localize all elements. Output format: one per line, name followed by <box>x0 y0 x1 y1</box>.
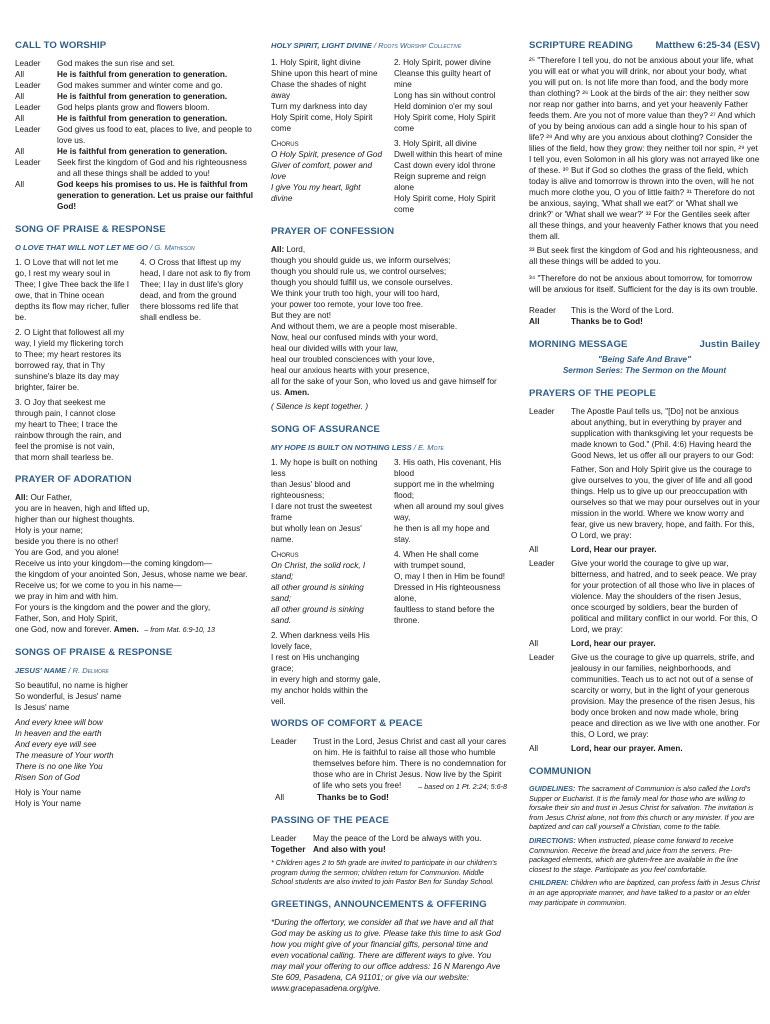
speaker-label: All <box>529 317 540 326</box>
prayer-line: We think your truth too high, your will too hard, <box>271 289 440 298</box>
response-line <box>529 316 760 327</box>
message-heading: MORNING MESSAGE <box>529 339 628 350</box>
silence-note: ( Silence is kept together. ) <box>271 402 369 411</box>
sermon-title: "Being Safe And Brave" <box>598 355 691 364</box>
lyric-line: In heaven and the earth <box>15 729 102 738</box>
speaker-label: Leader <box>15 103 41 112</box>
prayer-line: the kingdom of your anointed Son, Jesus, whose name we bear. <box>15 570 248 579</box>
prayer-intro: Our Father, <box>28 493 72 502</box>
song-attribution: / E. Mote <box>411 443 444 452</box>
lyric-line: Holy Spirit come, Holy Spirit come <box>394 194 496 214</box>
comfort-text: Trust in the Lord, Jesus Christ and cast all your cares on him. He is faithful to raise all those who humble themselves before him. There is no condemnation for those who are in Christ Jesus. Now live by the Spirit of life who sets you free! <box>313 737 507 790</box>
lyric-line: Cleanse this guilty heart of mine <box>394 69 491 89</box>
litany-line <box>15 157 255 179</box>
speaker-label: All: <box>271 245 285 254</box>
scripture-heading: SCRIPTURE READING <box>529 40 634 51</box>
peace-together-line <box>271 844 507 855</box>
amen: Amen. <box>113 625 139 634</box>
verse-3: 3. O Joy that seekest me through pain, I cannot close my heart to Thee; I trace the rainbow through the rain, and feel the promise is not vain, that morn shall tearless be. <box>15 398 122 462</box>
lyric-line: I dare not trust the sweetest frame <box>271 502 373 522</box>
prayer-line: you are in heaven, high and lifted up, <box>15 504 150 513</box>
lyric-line: Is Jesus' name <box>15 703 70 712</box>
lyric-line: 1. Holy Spirit, light divine <box>271 58 361 67</box>
verse-3 <box>394 138 507 215</box>
lyric-line: Dwell within this heart of mine <box>394 150 503 159</box>
lyric-line: The measure of Your worth <box>15 751 114 760</box>
speaker-label: Leader <box>15 125 41 134</box>
litany-text: Lord, Hear our prayer. <box>571 545 657 554</box>
litany-line <box>15 124 255 146</box>
adoration-prayer <box>15 492 255 635</box>
song-attribution: / R. Delmore <box>66 666 109 675</box>
lyric-line: Chase the shades of night away <box>271 80 367 100</box>
song-stanza-1 <box>15 680 255 713</box>
prayer-line: Father, Son, and Holy Spirit, <box>15 614 118 623</box>
song-name: JESUS' NAME <box>15 666 67 675</box>
litany-text: God makes the sun rise and set. <box>57 59 175 68</box>
confession-prayer <box>271 244 507 412</box>
litany-line <box>529 743 760 754</box>
lyric-line: when all around my soul gives way, <box>394 502 504 522</box>
chorus-label: Chorus <box>271 550 299 559</box>
call-to-worship-litany <box>15 58 255 212</box>
chorus <box>271 560 384 626</box>
speaker-label: Leader <box>15 158 41 167</box>
scripture-passage-3: ³⁴ "Therefore do not be anxious about tomorrow, for tomorrow will be anxious for itself. Sufficient for the day is its own trouble. <box>529 274 758 294</box>
speaker-label: All <box>529 545 539 554</box>
lyric-line: 3. His oath, His covenant, His blood <box>394 458 502 478</box>
lyric-line: all other ground is sinking sand. <box>271 605 364 625</box>
litany-line <box>529 638 760 649</box>
litany-text: Give your world the courage to give up war, bitterness, and hatred, and to seek peace. We pray for your protection of all those who live in places of violence. May the shoulders of the risen Jesus, once scourged by soldiers, bear the burden of political and military conflict in our world. For this, O Lord, we pray: <box>571 559 758 634</box>
verse-4 <box>394 549 507 626</box>
litany-text: He is faithful from generation to generation. <box>57 114 228 123</box>
speaker-label: All: <box>15 493 29 502</box>
scripture-source: – from Mat. 6:9-10, 13 <box>144 625 215 634</box>
lyric-line: faultless to stand before the throne. <box>394 605 495 625</box>
lyric-line: And every knee will bow <box>15 718 103 727</box>
song-stanza-3 <box>15 787 255 809</box>
lyric-line: Dressed in His righteousness alone, <box>394 583 501 603</box>
speaker-label: All <box>15 92 25 101</box>
column-middle <box>271 40 507 994</box>
song-name: O LOVE THAT WILL NOT LET ME GO <box>15 243 149 252</box>
prayer-line: though you should fulfill us, we console ourselves. <box>271 278 453 287</box>
speaker-label: All <box>15 70 25 79</box>
comfort-response <box>271 792 507 803</box>
speaker-label: Reader <box>529 306 556 315</box>
verse-3 <box>394 457 507 545</box>
song-title <box>271 40 507 51</box>
response-text: Thanks be to God! <box>317 793 389 802</box>
speaker-label: Leader <box>529 407 555 416</box>
prayer-intro: Lord, <box>284 245 306 254</box>
litany-line <box>529 652 760 740</box>
lyric-line: Holy Spirit come, Holy Spirit come <box>394 113 496 133</box>
prayer-line: heal our anxious hearts with your presence, <box>271 366 430 375</box>
reader-text: This is the Word of the Lord. <box>571 306 674 315</box>
lyric-line: I rest on His unchanging grace; <box>271 653 360 673</box>
peace-leader-line <box>271 833 507 844</box>
lyric-line: O, may I then in Him be found! <box>394 572 506 581</box>
chorus <box>271 149 384 204</box>
lyric-line: with trumpet sound, <box>394 561 466 570</box>
prayer-line: though you should guide us, we inform ourselves; <box>271 256 451 265</box>
lyric-line: support me in the whelming flood; <box>394 480 495 500</box>
children-note: * Children ages 2 to 5th grade are invited to participate in our children's program during the sermon; children return for Communion. Middle School students are also invited to join Pastor Ben for Sunday School. <box>271 858 497 886</box>
speaker-label: Together <box>271 845 306 854</box>
prayer-line: your power too remote, your love too free. <box>271 300 424 309</box>
prayer-line: beside you there is no other! <box>15 537 119 546</box>
lyric-line: 2. When darkness veils His lovely face, <box>271 631 370 651</box>
song-praise-heading: SONG OF PRAISE & RESPONSE <box>15 224 166 235</box>
guidelines-text: The sacrament of Communion is also called the Lord's Supper or Eucharist. It is the family meal for those who are willing to forsake their sin and trust in Jesus Christ for salvation. The invitation is from Jesus Christ alone, not from this church or any minister. If you are baptized and can call yourself a Christian, come to the table. <box>529 784 755 832</box>
scripture-passage: ²⁵ "Therefore I tell you, do not be anxious about your life, what you will eat or what you will drink, nor about your body, what you will put on. Is not life more than food, and the body more than clothing? ²⁶ Look at the birds of the air: they neither sow nor reap nor gather into barns, and yet your heavenly Father feeds them. Are you not of more value than they? ²⁷ And which of you by being anxious can add a single hour to his span of life? ²⁸ And why are you anxious about clothing? Consider the lilies of the field, how they grow: they neither toil nor spin, ²⁹ yet I tell you, even Solomon in all his glory was not arrayed like one of these. ³⁰ But if God so clothes the grass of the field, which today is alive and tomorrow is thrown into the oven, will he not much more clothe you, O you of little faith? ³¹ Therefore do not be anxious, saying, 'What shall we eat?' or 'What shall we drink?' or 'What shall we wear?' ³² For the Gentiles seek after all these things, and your heavenly Father knows that you need them all. <box>529 56 760 241</box>
litany-line <box>529 464 760 541</box>
litany-text: He is faithful from generation to generation. <box>57 70 228 79</box>
prayers-litany <box>529 406 760 754</box>
children-text: Children who are baptized, can profess faith in Jesus Christ in an age appropriate manner, and have talked to a pastor or an elder may participate in communion. <box>529 878 760 907</box>
litany-text: God makes summer and winter come and go. <box>57 81 223 90</box>
speaker-label: All <box>15 147 25 156</box>
litany-line <box>15 58 255 69</box>
songs-praise-heading: SONGS OF PRAISE & RESPONSE <box>15 647 173 658</box>
peace-text: May the peace of the Lord be always with you. <box>313 834 482 843</box>
litany-text: Lord, hear our prayer. <box>571 639 656 648</box>
song-title <box>15 665 255 676</box>
prayer-line: And without them, we are a people most miserable. <box>271 322 458 331</box>
speaker-label: Leader <box>529 653 555 662</box>
lyric-line: 3. Holy Spirit, all divine <box>394 139 477 148</box>
lyric-line: 2. Holy Spirit, power divine <box>394 58 491 67</box>
speaker-label: Leader <box>271 737 297 746</box>
prayer-line: though you should rule us, we control ourselves; <box>271 267 447 276</box>
prayer-last-line: all for the sake of your Son, who loved us and gave himself for us. <box>271 377 497 397</box>
prayer-last-line: one God, now and forever. <box>15 625 114 634</box>
amen: Amen. <box>284 388 310 397</box>
scripture-source: – based on 1 Pt. 2:24; 5:6-8 <box>418 782 507 791</box>
response-text: And also with you! <box>313 845 386 854</box>
litany-line <box>529 406 760 461</box>
litany-text: Seek first the kingdom of God and his righteousness and all these things shall be added to you! <box>57 158 247 178</box>
lyric-line: but wholly lean on Jesus' name. <box>271 524 362 544</box>
verse-2: 2. O Light that followest all my way, I yield my flickering torch to Thee; my heart restores its borrowed ray, that in Thy sunshine's blaze its day may brighter, fairer be. <box>15 328 125 392</box>
confession-heading: PRAYER OF CONFESSION <box>271 226 395 237</box>
lyric-line: On Christ, the solid rock, I stand; <box>271 561 366 581</box>
speaker-label: Leader <box>15 59 41 68</box>
prayer-line: heal our divided wills with your law, <box>271 344 398 353</box>
lyric-line: So beautiful, no name is higher <box>15 681 128 690</box>
lyric-line: O Holy Spirit, presence of God <box>271 150 383 159</box>
column-left <box>15 40 255 813</box>
lyric-line: Long has sin without control <box>394 91 496 100</box>
lyric-line: 1. My hope is built on nothing less <box>271 458 378 478</box>
chorus-label: Chorus <box>271 139 299 148</box>
lyric-line: my anchor holds within the veil. <box>271 686 368 706</box>
prayer-line: Now, heal our confused minds with your word, <box>271 333 439 342</box>
sermon-series: Sermon Series: The Sermon on the Mount <box>562 366 727 375</box>
reader-line <box>529 305 760 316</box>
guidelines-label: GUIDELINES: <box>529 784 576 793</box>
song-title <box>271 442 507 453</box>
litany-text: Father, Son and Holy Spirit give us the courage to give ourselves to you, the giver of life and all good things. Help us to give up our preoccupation with ourselves so that we may pour ourselves out in your mission in the world. Where we know worry and fear, give us new bravery, hope, and faith. For this, O Lord, we pray: <box>571 465 760 540</box>
verse-1: 1. O Love that will not let me go, I rest my weary soul in Thee; I give Thee back the life I owe, that in Thine ocean depths its flow may richer, fuller be. <box>15 258 130 322</box>
litany-line <box>15 69 255 80</box>
lyric-line: Holy Spirit come, Holy Spirit come <box>271 113 373 133</box>
lyric-line: Cast down every idol throne <box>394 161 496 170</box>
litany-line <box>15 179 255 212</box>
prayer-line: higher than our highest thoughts. <box>15 515 135 524</box>
lyric-line: I give You my heart, light divine <box>271 183 361 203</box>
litany-text: God gives us food to eat, places to live, and people to love us. <box>57 125 252 145</box>
column-right <box>529 40 760 907</box>
comfort-heading: WORDS OF COMFORT & PEACE <box>271 718 423 729</box>
speaker-label: All <box>529 639 539 648</box>
lyric-line: Turn my darkness into day <box>271 102 368 111</box>
litany-line <box>529 558 760 635</box>
song-attribution: / Roots Worship Collective <box>371 41 462 50</box>
lyric-line: Risen Son of God <box>15 773 80 782</box>
verse-2 <box>394 57 507 134</box>
prayer-line: But they are not! <box>271 311 332 320</box>
lyric-line: Held dominion o'er my soul <box>394 102 493 111</box>
greetings-heading: GREETINGS, ANNOUNCEMENTS & OFFERING <box>271 898 487 910</box>
litany-line <box>529 544 760 555</box>
litany-text: He is faithful from generation to generation. <box>57 147 228 156</box>
offering-text: *During the offertory, we consider all that we have and all that God may be asking us to give. Please take this time to ask God how you might give of your financial gifts, personal time and even vocational calling. There are different ways to give. You may mail your offering to our office address: 16 N Marengo Ave Ste 609, Pasadena, CA 91101; or give via our website: www.gracepasadena.org/give. <box>271 917 501 993</box>
litany-line <box>15 146 255 157</box>
lyric-line: So wonderful, is Jesus' name <box>15 692 122 701</box>
speaker-name: Justin Bailey <box>699 339 760 350</box>
song-name: MY HOPE IS BUILT ON NOTHING LESS <box>271 443 412 452</box>
scripture-reference: Matthew 6:25-34 (ESV) <box>655 40 760 51</box>
speaker-label <box>529 464 571 541</box>
lyric-line: Holy is Your name <box>15 788 81 797</box>
song-name: HOLY SPIRIT, LIGHT DIVINE <box>271 41 372 50</box>
speaker-label: All <box>15 180 25 189</box>
prayer-line: For yours is the kingdom and the power and the glory, <box>15 603 211 612</box>
scripture-passage-2: ³³ But seek first the kingdom of God and his righteousness, and all these things will be added to you. <box>529 246 758 266</box>
communion-guidelines <box>529 784 760 832</box>
litany-text: The Apostle Paul tells us, "[Do] not be anxious about anything, but in everything by prayer and supplication with thanksgiving let your requests be made known to God." (Phil. 4:6) Having heard the Good News, let us offer all our prayers to our God: <box>571 407 754 460</box>
lyric-line: And every eye will see <box>15 740 97 749</box>
lyric-line: Holy is Your name <box>15 799 81 808</box>
prayer-line: You are God, and you alone! <box>15 548 119 557</box>
litany-line <box>15 113 255 124</box>
verse-1 <box>271 457 384 545</box>
lyric-line: There is no one like You <box>15 762 103 771</box>
children-label: CHILDREN: <box>529 878 569 888</box>
litany-text: Lord, hear our prayer. Amen. <box>571 744 683 753</box>
communion-children <box>529 878 760 907</box>
litany-text: He is faithful from generation to generation. <box>57 92 228 101</box>
litany-text: Give us the courage to give up quarrels, strife, and jealousy in our families, neighborhoods, and communities. Teach us to act not out of a sense of scarcity or worry, but in the light of your generous provision. May the presence of the risen Jesus, his body once broken and now made whole, bring peace and direction as we live with one another. For this, O Lord, we pray: <box>571 653 760 739</box>
people-heading: PRAYERS OF THE PEOPLE <box>529 388 657 399</box>
speaker-label: Leader <box>529 559 555 568</box>
speaker-label: Leader <box>271 834 297 843</box>
litany-line <box>15 102 255 113</box>
song-attribution: / G. Matheson <box>148 243 195 252</box>
verse-2 <box>271 630 384 707</box>
response-text: Thanks be to God! <box>571 317 643 326</box>
assurance-heading: SONG OF ASSURANCE <box>271 424 381 435</box>
litany-line <box>15 80 255 91</box>
litany-text: God keeps his promises to us. He is faithful from generation to generation. Let us praise our faithful God! <box>57 180 254 211</box>
litany-line <box>15 91 255 102</box>
lyric-line: he then is all my hope and stay. <box>394 524 490 544</box>
directions-text: When instructed, please come forward to receive Communion. Receive the bread and juice from the servers. Pre-packaged elements, which are gluten-free are available in the line closest to the stage. Participate as you feel comfortable. <box>529 835 738 874</box>
lyric-line: all other ground is sinking sand; <box>271 583 364 603</box>
speaker-label: Leader <box>15 81 41 90</box>
litany-text: God helps plants grow and flowers bloom. <box>57 103 210 112</box>
lyric-line: Shine upon this heart of mine <box>271 69 378 78</box>
communion-heading: COMMUNION <box>529 766 592 777</box>
prayer-line: heal our troubled consciences with your love, <box>271 355 435 364</box>
speaker-label: All <box>529 744 539 753</box>
communion-directions <box>529 836 760 874</box>
prayer-line: we pray in him and with him. <box>15 592 119 601</box>
lyric-line: Reign supreme and reign alone <box>394 172 486 192</box>
peace-heading: PASSING OF THE PEACE <box>271 815 390 826</box>
adoration-heading: PRAYER OF ADORATION <box>15 474 132 485</box>
song-title <box>15 242 255 253</box>
song-stanza-2 <box>15 717 255 783</box>
lyric-line: 4. When He shall come <box>394 550 479 559</box>
prayer-line: Receive us; for we come to you in his name— <box>15 581 182 590</box>
lyric-line: in every high and stormy gale, <box>271 675 381 684</box>
verse-4: 4. O Cross that liftest up my head, I dare not ask to fly from Thee; I lay in dust life's glory dead, and from the ground there blossoms red life that shall endless be. <box>140 258 251 322</box>
prayer-line: Receive us into your kingdom—the coming kingdom— <box>15 559 213 568</box>
verse-1 <box>271 57 384 134</box>
lyric-line: than Jesus' blood and righteousness; <box>271 480 351 500</box>
prayer-line: Holy is your name; <box>15 526 83 535</box>
speaker-label: All <box>15 114 25 123</box>
call-to-worship-heading: CALL TO WORSHIP <box>15 40 107 51</box>
speaker-label: All <box>275 793 285 802</box>
lyric-line: Giver of comfort, power and love <box>271 161 373 181</box>
directions-label: DIRECTIONS: <box>529 835 576 845</box>
